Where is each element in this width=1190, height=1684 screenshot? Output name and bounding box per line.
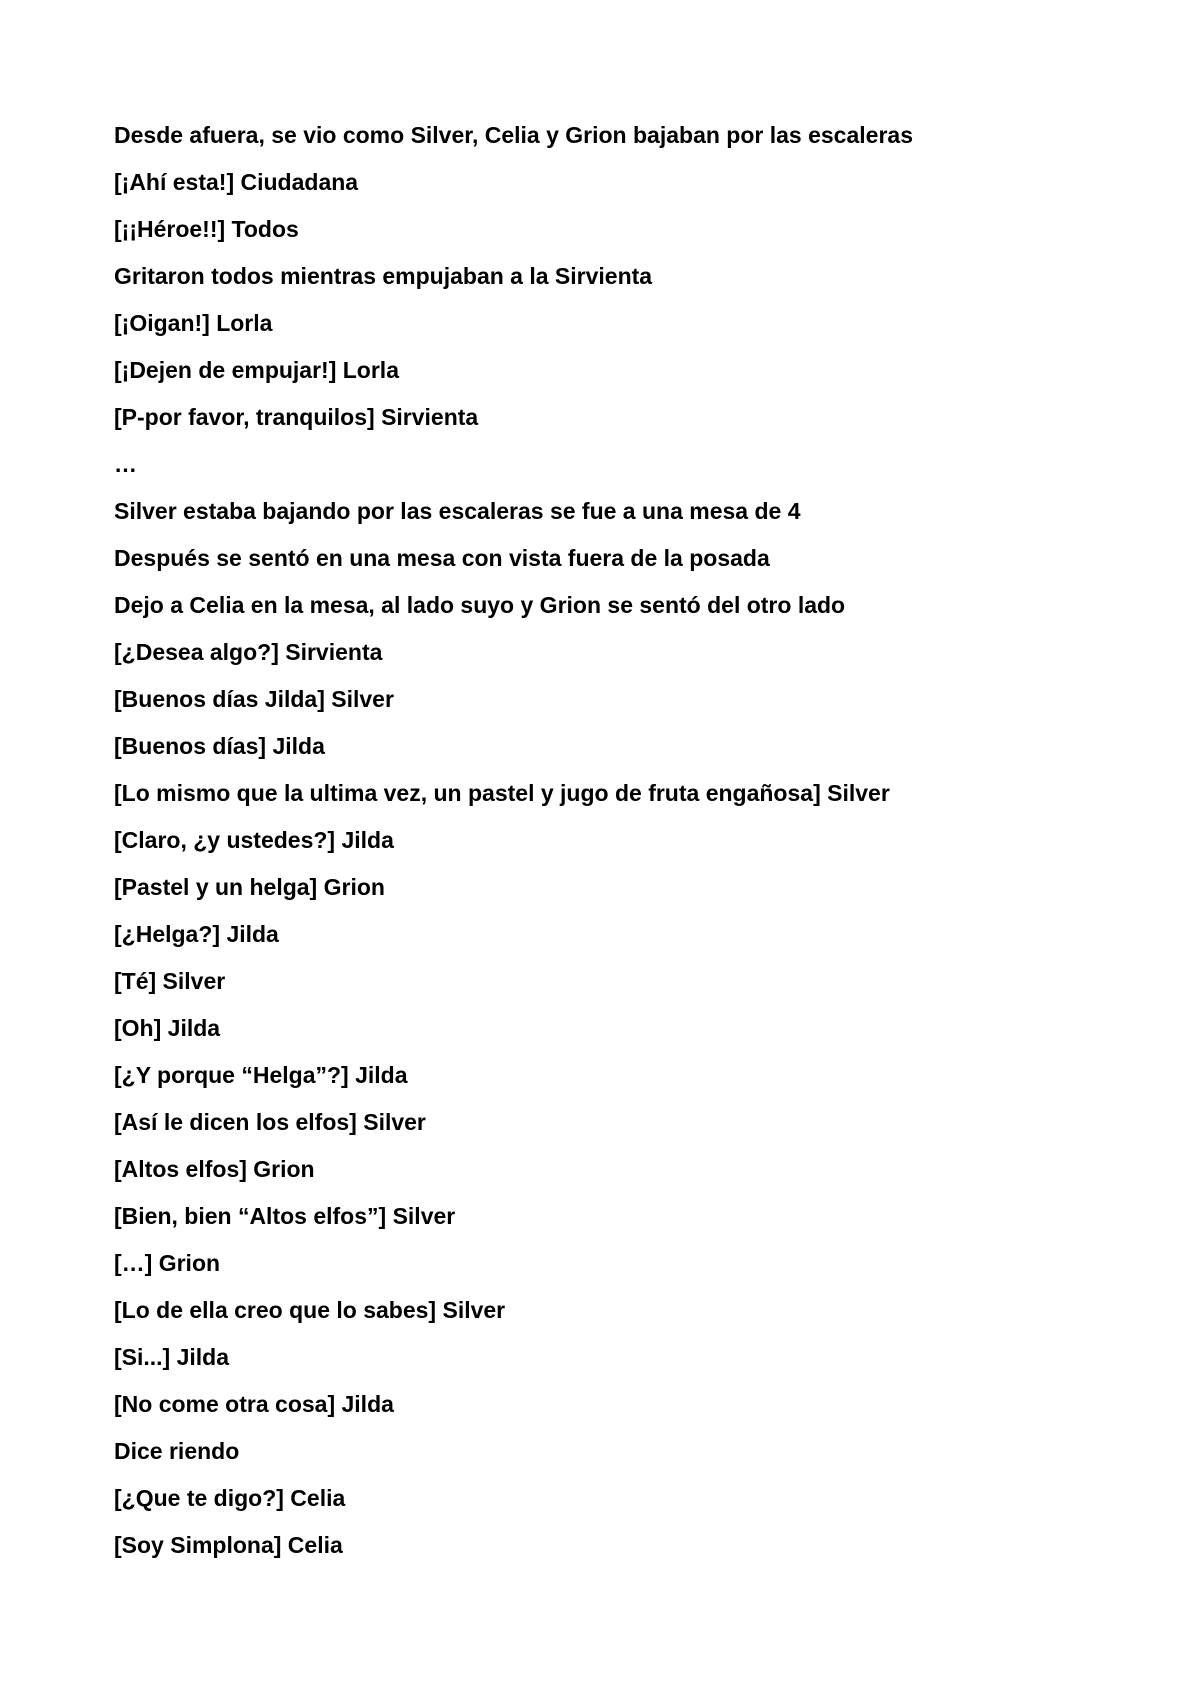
text-line: [Si...] Jilda bbox=[114, 1344, 230, 1370]
document-text bbox=[114, 112, 1114, 1569]
text-line: [Bien, bien “Altos elfos”] Silver bbox=[114, 1203, 456, 1229]
text-line: [Buenos días Jilda] Silver bbox=[114, 686, 394, 712]
text-line: [Altos elfos] Grion bbox=[114, 1156, 315, 1182]
text-line: [¿Y porque “Helga”?] Jilda bbox=[114, 1062, 408, 1088]
text-line: [Té] Silver bbox=[114, 968, 226, 994]
text-line: [P-por favor, tranquilos] Sirvienta bbox=[114, 404, 479, 430]
text-line: Después se sentó en una mesa con vista fuera de la posada bbox=[114, 545, 770, 571]
text-line: [Lo de ella creo que lo sabes] Silver bbox=[114, 1297, 506, 1323]
text-line: [¿Desea algo?] Sirvienta bbox=[114, 639, 383, 665]
text-line: Silver estaba bajando por las escaleras se fue a una mesa de 4 bbox=[114, 498, 801, 524]
text-line: [¡¡Héroe!!] Todos bbox=[114, 216, 299, 242]
text-line: [Soy Simplona] Celia bbox=[114, 1532, 343, 1558]
text-line: […] Grion bbox=[114, 1250, 221, 1276]
text-line: [No come otra cosa] Jilda bbox=[114, 1391, 394, 1417]
text-line: [Pastel y un helga] Grion bbox=[114, 874, 385, 900]
text-line: Desde afuera, se vio como Silver, Celia y Grion bajaban por las escaleras bbox=[114, 122, 913, 148]
text-line: [¡Dejen de empujar!] Lorla bbox=[114, 357, 399, 383]
text-line: … bbox=[114, 451, 137, 477]
text-line: [Oh] Jilda bbox=[114, 1015, 221, 1041]
text-line: [¡Oigan!] Lorla bbox=[114, 310, 273, 336]
text-line: [¿Que te digo?] Celia bbox=[114, 1485, 346, 1511]
text-line: [Buenos días] Jilda bbox=[114, 733, 325, 759]
text-line: [Así le dicen los elfos] Silver bbox=[114, 1109, 426, 1135]
text-line: Dice riendo bbox=[114, 1438, 240, 1464]
text-line: Dejo a Celia en la mesa, al lado suyo y Grion se sentó del otro lado bbox=[114, 592, 846, 618]
text-line: [¿Helga?] Jilda bbox=[114, 921, 279, 947]
text-line: [Claro, ¿y ustedes?] Jilda bbox=[114, 827, 394, 853]
text-line: [Lo mismo que la ultima vez, un pastel y jugo de fruta engañosa] Silver bbox=[114, 780, 890, 806]
text-line: Gritaron todos mientras empujaban a la Sirvienta bbox=[114, 263, 653, 289]
text-line: [¡Ahí esta!] Ciudadana bbox=[114, 169, 359, 195]
